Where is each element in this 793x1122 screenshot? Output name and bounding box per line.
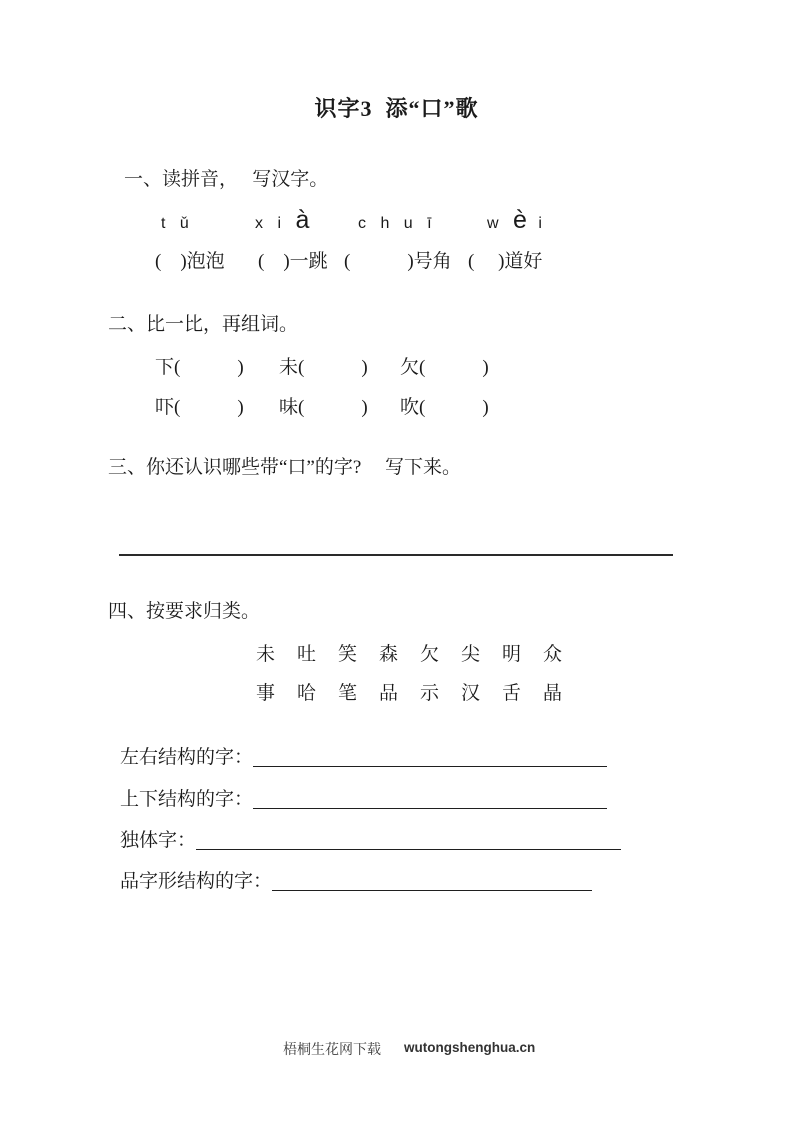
label-left-right-structure <box>120 742 607 769</box>
section1-heading: 一、读拼音， 写汉字。 <box>124 169 329 190</box>
pinyin-tone-letter: è <box>513 206 529 234</box>
answer-blank <box>253 766 607 767</box>
section3-heading: 三、你还认识哪些带“口”的字? 写下来。 <box>108 457 462 478</box>
compare-cell-wei: 未( ) <box>279 357 368 378</box>
compare-cell-xia: 下( ) <box>155 357 244 378</box>
footer-site-name: 梧桐生花网下载 <box>283 1043 381 1058</box>
answer-blank <box>196 849 621 850</box>
pinyin-part: w <box>487 215 513 232</box>
blank-word-haojiao: ( )号角 <box>344 251 452 272</box>
compare-cell-qian: 欠( ) <box>400 357 489 378</box>
answer-blank <box>272 890 592 891</box>
label-pin-shape-structure <box>120 866 592 893</box>
label-text: 独体字： <box>120 830 197 851</box>
blank-word-yitiao: ( )一跳 <box>258 251 328 272</box>
label-single-component <box>120 825 621 852</box>
compare-cell-chui: 吹( ) <box>400 397 489 418</box>
compare-cell-wei2: 味( ) <box>279 397 368 418</box>
label-top-bottom-structure <box>120 784 607 811</box>
blank-word-paopao: ( )泡泡 <box>155 251 225 272</box>
label-text: 上下结构的字： <box>120 789 254 810</box>
blank-word-daohao: ( )道好 <box>468 251 543 272</box>
char-row-1: 未 吐 笑 森 欠 尖 明 众 <box>256 644 564 665</box>
label-text: 品字形结构的字： <box>120 871 273 892</box>
pinyin-tone-letter: à <box>295 206 312 234</box>
answer-blank <box>253 808 607 809</box>
section2-heading: 二、比一比，再组词。 <box>108 314 299 335</box>
compare-cell-he: 吓( ) <box>155 397 244 418</box>
section4-heading: 四、按要求归类。 <box>108 601 261 622</box>
pinyin-part: i <box>528 215 547 232</box>
pinyin-part: t ǔ <box>161 215 194 232</box>
label-text: 左右结构的字： <box>120 747 254 768</box>
page-title: 识字3 添“口”歌 <box>314 96 479 121</box>
pinyin-syllable-xia <box>255 206 311 235</box>
pinyin-syllable-wei <box>487 206 547 235</box>
char-row-2: 事 哈 笔 品 示 汉 舌 晶 <box>256 683 564 704</box>
pinyin-syllable-chui <box>358 206 437 235</box>
answer-line <box>119 554 673 556</box>
pinyin-syllable-tu <box>161 206 194 235</box>
pinyin-part: x i <box>255 215 296 232</box>
pinyin-part: c h u ī <box>358 215 437 232</box>
footer-site-url: wutongshenghua.cn <box>404 1040 536 1055</box>
